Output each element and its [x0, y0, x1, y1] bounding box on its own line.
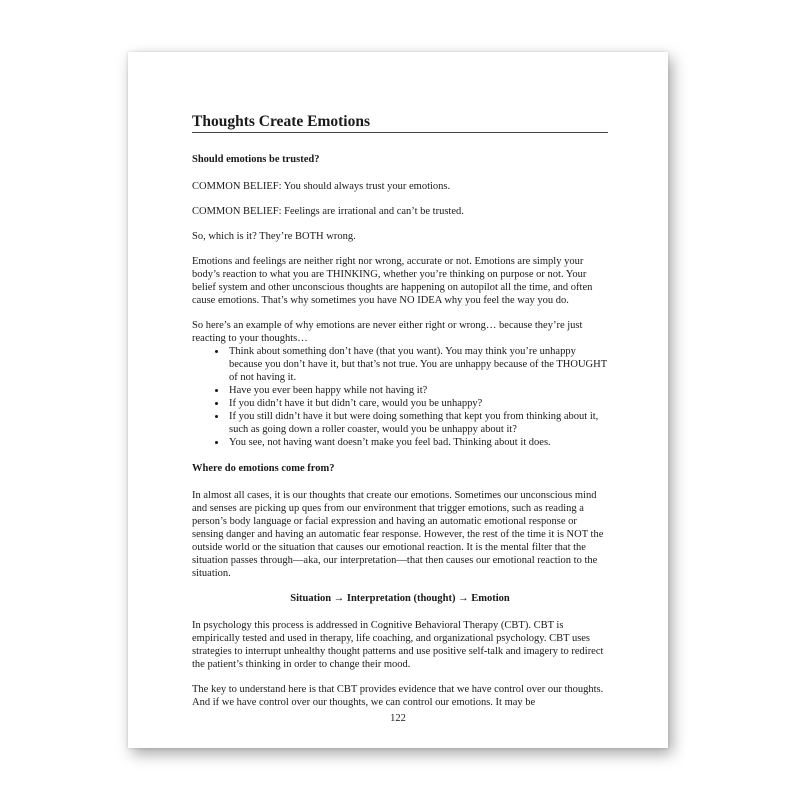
page-number: 122	[390, 713, 406, 724]
section-heading-where: Where do emotions come from?	[192, 463, 335, 474]
common-belief-1: COMMON BELIEF: You should always trust your emotions.	[192, 181, 451, 192]
section-heading-trusted: Should emotions be trusted?	[192, 154, 320, 165]
paragraph-example-intro: So here’s an example of why emotions are never either right or wrong… because they’re just reacting to your thoughts…	[192, 320, 583, 344]
list-item: • You see, not having want doesn’t make you feel bad. Thinking about it does.	[227, 436, 608, 449]
page-content	[192, 112, 608, 709]
emotion-formula: Situation → Interpretation (thought) → Emotion	[290, 593, 510, 604]
list-item: • If you still didn’t have it but were doing something that kept you from thinking about it, such as going down a roller coaster, would you be unhappy about it?	[227, 410, 608, 436]
paragraph-neither-right-nor-wrong: Emotions and feelings are neither right nor wrong, accurate or not. Emotions are simply your body’s reaction to what you are THINKING, whether you’re thinking on purpose or not. Your belief system and other unconscious thoughts are happening on autopilot all the time, and often cause emotions. That’s why sometimes you have NO IDEA why you feel the way you do.	[192, 256, 593, 306]
list-item: • If you didn’t have it but didn’t care, would you be unhappy?	[227, 397, 608, 410]
common-belief-2: COMMON BELIEF: Feelings are irrational and can’t be trusted.	[192, 206, 464, 217]
chapter-title: Thoughts Create Emotions	[192, 112, 608, 133]
list-item: • Have you ever been happy while not having it?	[227, 384, 608, 397]
which-is-it: So, which is it? They’re BOTH wrong.	[192, 231, 356, 242]
example-bullet-list	[192, 345, 608, 449]
paragraph-almost-all-cases: In almost all cases, it is our thoughts that create our emotions. Sometimes our unconscious mind and senses are picking up ques from our environment that trigger emotions, such as reading a person’s body language or facial expression and having an automatic emotional response or sensing danger and having an automatic fear response. However, the rest of the time it is NOT the outside world or the situation that causes our emotional reaction. It is the mental filter that the situation passes through—aka, our interpretation—that then causes our emotional reaction to the situation.	[192, 490, 604, 579]
paragraph-key-to-understand: The key to understand here is that CBT provides evidence that we have control over our thoughts. And if we have control over our thoughts, we can control our emotions. It may be	[192, 684, 604, 708]
list-item: • Think about something don’t have (that you want). You may think you’re unhappy because you don’t have it, but that’s not true. You are unhappy because of the THOUGHT of not having it.	[227, 345, 608, 384]
document-page	[128, 52, 668, 748]
paragraph-cbt: In psychology this process is addressed in Cognitive Behavioral Therapy (CBT). CBT is empirically tested and used in therapy, life coaching, and organizational psychology. CBT uses strategies to interrupt unhealthy thought patterns and use positive self-talk and imagery to redirect the patient’s thinking in order to change their mood.	[192, 620, 604, 670]
